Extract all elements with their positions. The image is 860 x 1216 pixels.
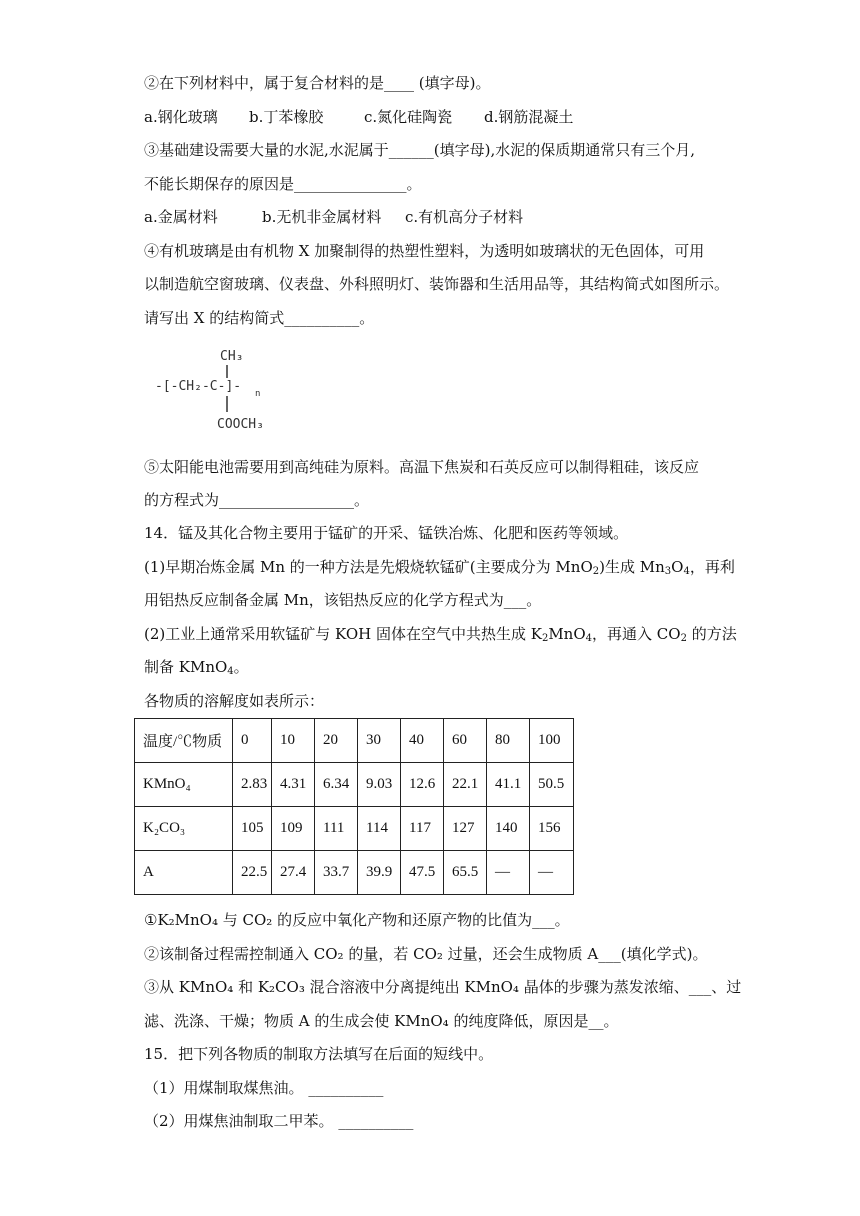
- option-c: c.氮化硅陶瓷: [364, 108, 453, 126]
- q14-sub1: ①K₂MnO₄ 与 CO₂ 的反应中氧化产物和还原产物的比值为___。: [144, 911, 570, 929]
- table-row: [135, 763, 574, 807]
- q15-item1: （1）用煤制取煤焦油。 __________: [144, 1079, 384, 1097]
- option-a: a.钢化玻璃: [144, 108, 218, 126]
- table-cell: 22.1: [444, 763, 487, 807]
- table-cell: 127: [444, 807, 487, 851]
- q13-part5-line2: 的方程式为__________________。: [144, 491, 370, 509]
- table-row: [135, 851, 574, 895]
- option-c: c.有机高分子材料: [405, 208, 524, 226]
- header-cell: 30: [358, 719, 401, 763]
- table-cell: 4.31: [272, 763, 315, 807]
- q13-part5-line1: ⑤太阳能电池需要用到高纯硅为原料。高温下焦炭和石英反应可以制得粗硅，该反应: [144, 458, 700, 476]
- header-cell: 温度/℃物质: [135, 719, 233, 763]
- table-cell: 114: [358, 807, 401, 851]
- structural-formula-image: [155, 340, 295, 440]
- table-cell: 140: [487, 807, 530, 851]
- q14-sub3-line2: 滤、洗涤、干燥；物质 A 的生成会使 KMnO₄ 的纯度降低，原因是__。: [144, 1012, 619, 1030]
- q14-sub2: ②该制备过程需控制通入 CO₂ 的量，若 CO₂ 过量，还会生成物质 A___(填化学式)。: [144, 945, 708, 963]
- table-cell: 109: [272, 807, 315, 851]
- q14-part2-line1: (2)工业上通常采用软锰矿与 KOH 固体在空气中共热生成 $K_2MnO_4$，再通入 $CO_2$ 的方法: [144, 625, 737, 644]
- header-cell: 60: [444, 719, 487, 763]
- table-header-row: [135, 719, 574, 763]
- q14-part2-line2: 制备 KMnO$_4$。: [144, 658, 249, 677]
- row-label: A: [135, 851, 233, 895]
- table-cell: —: [530, 851, 574, 895]
- formula-n: n: [255, 389, 261, 399]
- q13-part3-line2: 不能长期保存的原因是_______________。: [144, 175, 422, 193]
- q13-part2-question: ②在下列材料中，属于复合材料的是____ (填字母)。: [144, 74, 491, 92]
- q14-part1-line2: 用铝热反应制备金属 Mn，该铝热反应的化学方程式为___。: [144, 591, 542, 609]
- formula-backbone: -[-CH₂-C-]-: [155, 379, 242, 394]
- q13-part4-line1: ④有机玻璃是由有机物 X 加聚制得的热塑性塑料，为透明如玻璃状的无色固体，可用: [144, 242, 705, 260]
- table-cell: 41.1: [487, 763, 530, 807]
- row-label: K₂CO₃: [135, 807, 233, 851]
- table-cell: 117: [401, 807, 444, 851]
- header-cell: 100: [530, 719, 574, 763]
- q14-intro: 14．锰及其化合物主要用于锰矿的开采、锰铁冶炼、化肥和医药等领域。: [144, 524, 629, 542]
- row-label: KMnO₄: [135, 763, 233, 807]
- table-cell: 47.5: [401, 851, 444, 895]
- table-cell: 9.03: [358, 763, 401, 807]
- table-cell: 156: [530, 807, 574, 851]
- option-d: d.钢筋混凝土: [484, 108, 574, 126]
- table-cell: 2.83: [233, 763, 272, 807]
- header-cell: 40: [401, 719, 444, 763]
- q14-sub3-line1: ③从 KMnO₄ 和 K₂CO₃ 混合溶液中分离提纯出 KMnO₄ 晶体的步骤为蒸发浓缩、___、过: [144, 978, 742, 996]
- q13-part4-line2: 以制造航空窗玻璃、仪表盘、外科照明灯、装饰器和生活用品等，其结构简式如图所示。: [144, 275, 730, 293]
- table-cell: 33.7: [315, 851, 358, 895]
- table-cell: 50.5: [530, 763, 574, 807]
- table-cell: 65.5: [444, 851, 487, 895]
- q13-part3-line1: ③基础建设需要大量的水泥,水泥属于______(填字母),水泥的保质期通常只有三个月,: [144, 141, 696, 159]
- table-cell: 6.34: [315, 763, 358, 807]
- q15-item2: （2）用煤焦油制取二甲苯。 __________: [144, 1112, 414, 1130]
- table-row: [135, 807, 574, 851]
- header-cell: 80: [487, 719, 530, 763]
- formula-top: CH₃: [220, 349, 244, 364]
- option-b: b.无机非金属材料: [262, 208, 382, 226]
- table-cell: 39.9: [358, 851, 401, 895]
- table-cell: 12.6: [401, 763, 444, 807]
- table-cell: 27.4: [272, 851, 315, 895]
- table-cell: 105: [233, 807, 272, 851]
- q13-part3-options: [144, 207, 744, 227]
- header-cell: 0: [233, 719, 272, 763]
- q14-part1-line1: (1)早期冶炼金属 Mn 的一种方法是先煅烧软锰矿(主要成分为 MnO$_2$)生成 $Mn_3O_4$，再利: [144, 558, 735, 577]
- table-caption: 各物质的溶解度如表所示：: [144, 692, 325, 710]
- header-cell: 10: [272, 719, 315, 763]
- q13-part4-line3: 请写出 X 的结构简式__________。: [144, 309, 375, 327]
- table-cell: —: [487, 851, 530, 895]
- solubility-table: [134, 718, 574, 895]
- option-b: b.丁苯橡胶: [249, 108, 324, 126]
- formula-bottom: COOCH₃: [217, 417, 264, 432]
- header-cell: 20: [315, 719, 358, 763]
- option-a: a.金属材料: [144, 208, 218, 226]
- table-cell: 22.5: [233, 851, 272, 895]
- table-cell: 111: [315, 807, 358, 851]
- q15-intro: 15．把下列各物质的制取方法填写在后面的短线中。: [144, 1045, 494, 1063]
- q13-part2-options: [144, 107, 744, 127]
